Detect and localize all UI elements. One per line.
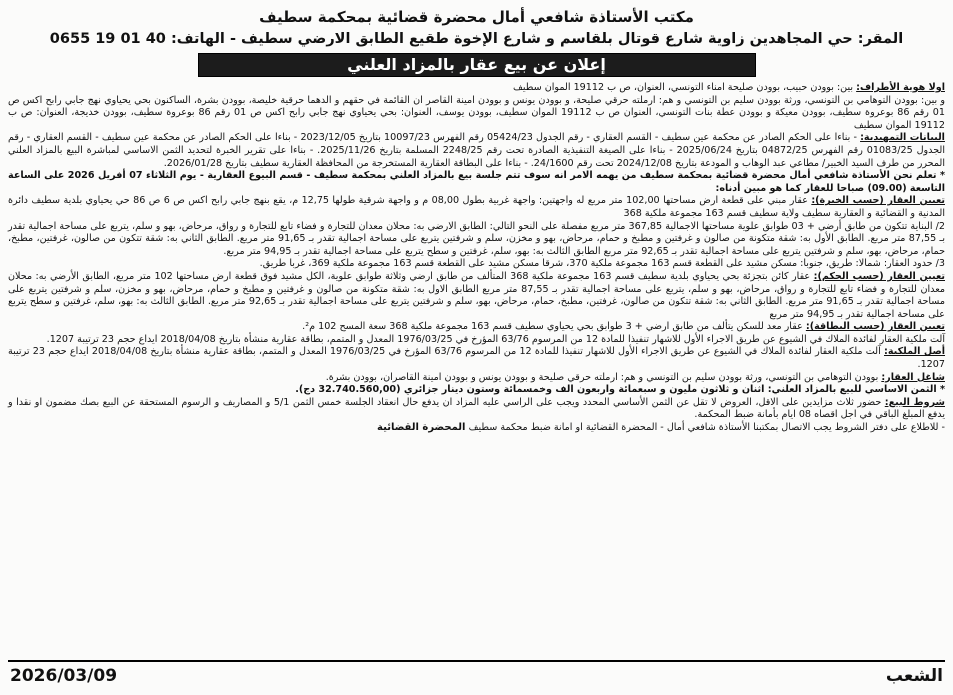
footer-divider	[8, 660, 945, 662]
notice-title-banner: إعلان عن بيع عقار بالمزاد العلني	[198, 53, 756, 77]
parties-label: اولا هوية الأطراف:	[856, 82, 945, 93]
expert-paragraph	[8, 195, 945, 220]
judgment-paragraph	[8, 271, 945, 321]
notice-body	[8, 82, 945, 435]
origin-label: أصل الملكية:	[884, 346, 946, 358]
office-address: المقر: حي المجاهدين زاوية شارع قوتال بلقاسم و شارع الإخوة طقيع الطابق الارضي سطيف - الهاتف: 40 01 19 0655	[49, 31, 904, 47]
card-label: تعيين العقار (حسب البطاقة):	[805, 321, 945, 333]
prelim-text: - بناءا على الحكم الصادر عن محكمة عين سطيف - القسم العقاري - رقم الجدول 05424/23 رقم الفهرس 10097/23 بتاريخ 2023/12/05 - بناءا على الحكم الصادر عن محكمة عين سطيف - القسم العقاري - رقم الجدول 01083/25 رقم الفهرس 04872/25 بتاريخ 2025/06/24 - بناءا على الصيغة التنفيذية الصادرة تحت رقم 2248/25 المسلمة بتاريخ 2025/11/26. - بناءا على تقرير الخبرة لتحديد الثمن الاساسي لمباشرة البيع بالمزاد العلني المحرر من طرف السيد الخبير/ مطاعي عبد الوهاب و المودعة بتاريخ 2024/12/08 تحت رقم 24/1600. - بناءا على البطاقة العقارية المستخرجة من المحافظة العقارية سطيف بتاريخ 2026/01/28.	[8, 132, 945, 169]
base-price-paragraph: * الثمن الاساسي للبيع بالمزاد العلني: اثنان و ثلاثون مليون و سبعمائة واربعون الف وخمسمائة وستون دينار جزائري (32.740.560,00 دج).	[295, 384, 945, 396]
publication-name: الشعب	[885, 666, 943, 686]
origin-paragraph	[8, 346, 945, 371]
expert-text: عقار مبني على قطعة ارض مساحتها 102,00 متر مربع له واجهتين: واجهة غربية بطول 08,00 م و واجهة شرقية طولها 12,75 م، يقع بنهج جابي رابح اكس ص 6 ص 86 حي يحياوي بلدية سطيف دائرة المدنية و القضائية و العقارية سطيف ولاية سطيف قسم 163 مجموعة ملكية 368	[8, 195, 945, 219]
footer	[10, 663, 943, 691]
consult-text: - للاطلاع على دفتر الشروط يجب الاتصال بمكتبنا الأستاذة شافعي أمال - المحضرة القضائية او امانة ضبط محكمة سطيف	[468, 422, 945, 434]
occupant-text: بوودن التوهامي بن التونسي، ورثة بوودن سليم بن التونسي و هم: ارملته حرقي صليحة و بوودن يونس و بوودن امينة القاصران، بوودن بشرة.	[325, 371, 879, 383]
consult-paragraph	[8, 422, 945, 435]
office-title: مكتب الأستاذة شافعي أمال محضرة قضائية بمحكمة سطيف	[259, 8, 694, 26]
expert-building-paragraph: 2/ البناية تتكون من طابق أرضي + 03 طوابق علوية مساحتها الاجمالية 367,85 متر مربع مفصلة على النحو التالي: الطابق الارضي به: محلان معدان للتجارة و فضاء تابع للتجارة و رواق، مرحاض، بهو و سلم، يتربع على مساحة اجمالية تقدر بـ 87,55 متر مربع. الطابق الأول به: شقة متكونة من صالون و غرفتين و مطبخ و حمام، مرحاض، بهو و مخزن، سلم و شرفتين يتربع على مساحة اجمالية تقدر بـ 91,65 متر مربع. الطابق الثاني به: شقة تتكون من صالون، غرفتين، مطبخ، حمام، مرحاض، بهو، سلم و شرفتين يتربع على مساحة اجمالية تقدر بـ 92,65 متر مربع الطابق الثالث به: بهو، سلم، غرفتين و سطح يتربع على مساحة اجمالية تقدر بـ 94,95 متر مربع.	[8, 220, 946, 257]
judgment-label: تعيين العقار (حسب الحكم):	[813, 270, 945, 282]
card-paragraph	[8, 321, 945, 334]
parties-text-2: و بين: بوودن التوهامي بن التونسي، ورثة بوودن سليم بن التونسي و هم: ارملته حرقي صليحة، و بوودن يونس و بوودن امينة القاصر ان القائمة في حقهم و الدهما حرقية خليصة، بوودن بشرة، الساكنون بحي يحياوي نهج جابي رابح اكس ص 01 رقم 86 بوعروة سطيف، بوودن معيكة و بوودن عطة بنات التونسي، العنوان ص ب 19112 الموان سطيف، بوودن يوسف، العنوان: بحي يحياوي نهج جابي رابح اكس ص 01 رقم 86 بوعروة سطيف، بوودن خديجة، العنوان: ص ب 19112 الموان سطيف	[8, 94, 945, 131]
terms-paragraph	[8, 397, 945, 422]
prelim-paragraph	[8, 132, 945, 170]
signature: المحضرة القضائية	[377, 422, 466, 434]
origin-intro-paragraph: آلت ملكية العقار لفائدة الملاك في الشيوع عن طريق الاجراء الأول للاشهار تنفيذا للمادة 12 من المرسوم 63/76 المؤرخ في 1976/03/25 المعدل و المتمم، بطاقة عقارية منشأة بتاريخ 2018/04/08 ايداع حجم 23 ترتيبة 1207.	[46, 333, 945, 345]
origin-text: آلت ملكية العقار لفائدة الملاك في الشيوع عن طريق الاجراء الأول للاشهار تنفيذا للمادة 12 من المرسوم 63/76 المؤرخ في 1976/03/25 المعدل و المتمم، بطاقة عقارية منشأة بتاريخ 2018/04/08 ايداع حجم 23 ترتيبة 1207.	[8, 346, 945, 371]
publication-date: 2026/03/09	[10, 666, 118, 686]
terms-text: حضور ثلاث مزايدين على الاقل، العروض لا تقل عن الثمن الأساسي المحدد ويجب على الراسي عليه المزاد ان يدفع حال انعقاد الجلسة خمس الثمن 5/1 و المصاريف و الرسوم المستحقة عن البيع بصك مضمون او نقدا و يدفع المبلغ الباقي في اجل اقصاه 08 ايام بأمانة ضبط المحكمة.	[8, 396, 945, 421]
announcement-paragraph: * تعلم نحن الأستاذة شافعي أمال محضرة قضائية بمحكمة سطيف من يهمه الامر انه سوف تتم جلسة بيع بالمزاد العلني بمحكمة سطيف - قسم البيوع العقارية - يوم الثلاثاء 07 أفريل 2026 على الساعة التاسعة (09.00) صباحا للعقار كما هو مبين أدناه:	[8, 170, 945, 194]
occupant-label: شاغل العقار:	[881, 371, 945, 383]
judgment-text: عقار كائن بتجزئة بحي يحياوي بلدية سطيف قسم 163 مجموعة ملكية 368 المتألف من طابق ارضي وثلاثة طوابق علوية، الكل مشيد فوق قطعة ارض مساحتها 102 متر مربع، الطابق الأرضي به: محلان معدان للتجارة و فضاء تابع للتجارة و رواق، مرحاض، بهو و سلم، يتربع على مساحة اجمالية تقدر بـ 87,55 متر مربع الطابق الاول به: شقة متكونة من صالون و غرفتين و مطبخ و حمام، مرحاض، بهو و مخزن، سلم و شرفتين يتربع على مساحة اجمالية تقدر بـ 91,65 متر مربع. الطابق الثاني به: شقة تتكون من صالون، غرفتين، مطبخ، حمام، مرحاض، بهو، سلم و شرفتين يتربع على مساحة اجمالية تقدر بـ 92,65 متر مربع. الطابق الثالث به: بهو، سلم، غرفتين و سطح يتربع على مساحة اجمالية تقدر بـ 94,95 متر مربع	[8, 270, 945, 320]
expert-label: تعيين العقار (حسب الخبرة):	[811, 195, 945, 207]
terms-label: شروط البيع:	[884, 396, 945, 408]
prelim-label: البيانات التمهيدية:	[860, 132, 945, 144]
parties-text-1: بين: بوودن حبيب، بوودن صليحة امناء التونسي، العنوان، ص ب 19112 الموان سطيف	[512, 82, 854, 93]
parties-paragraph	[8, 82, 945, 95]
parties-paragraph-2	[8, 95, 945, 133]
occupant-paragraph	[8, 372, 945, 385]
expert-limits-paragraph: 3/ حدود العقار: شمالا: طريق، جنوبا: مسكن مشيد على القطعة قسم 163 مجموعة ملكية 370، شرقا مسكن مشيد على القطعة قسم 163 مجموعة ملكية 369، غربا طريق.	[259, 258, 945, 270]
card-text: عقار معد للسكن يتألف من طابق ارضي + 3 طوابق بحي يحياوي سطيف قسم 163 مجموعة ملكية 368 سعة المسح 102 م².	[302, 321, 803, 333]
